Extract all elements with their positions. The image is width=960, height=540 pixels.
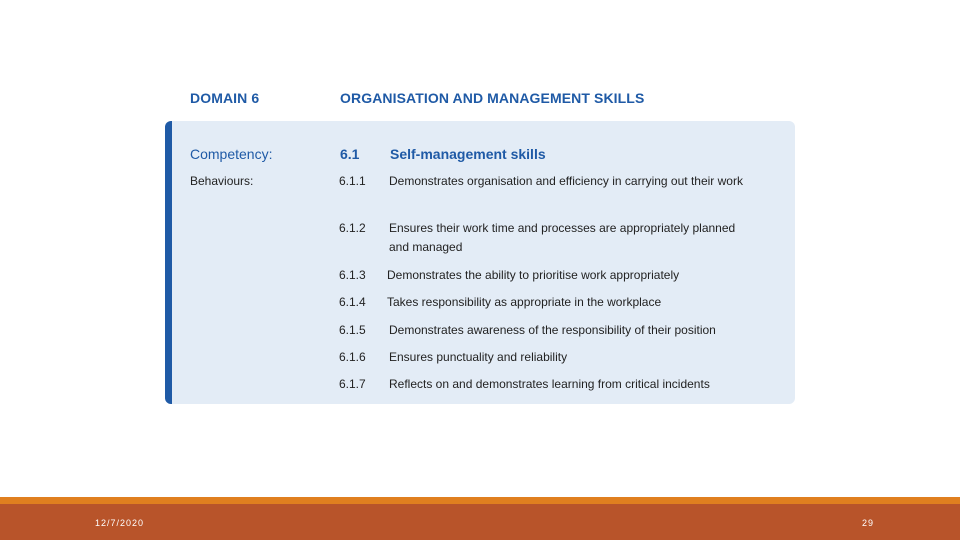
page-number: 29 (862, 518, 875, 528)
behaviour-number: 6.1.6 (339, 350, 366, 364)
behaviour-text: Ensures punctuality and reliability (389, 350, 568, 364)
competency-label: Competency: (190, 146, 273, 162)
footer-stripe (0, 497, 960, 504)
footer-date: 12/7/2020 (95, 518, 145, 528)
behaviour-text: Reflects on and demonstrates learning from critical incidents (389, 377, 710, 391)
behaviour-text: Demonstrates awareness of the responsibility of their position (389, 323, 716, 337)
behaviour-text: Demonstrates organisation and efficiency in carrying out their work (389, 174, 743, 188)
behaviour-number: 6.1.1 (339, 174, 366, 188)
behaviour-number: 6.1.7 (339, 377, 366, 391)
behaviour-number: 6.1.5 (339, 323, 366, 337)
competency-number: 6.1 (340, 146, 360, 162)
behaviours-label: Behaviours: (190, 174, 254, 188)
behaviour-number: 6.1.3 (339, 268, 366, 282)
behaviour-text: Takes responsibility as appropriate in the workplace (387, 295, 662, 309)
domain-title: ORGANISATION AND MANAGEMENT SKILLS (340, 90, 645, 106)
competency-title: Self-management skills (390, 146, 546, 162)
domain-heading: DOMAIN 6 (190, 90, 260, 106)
behaviour-number: 6.1.2 (339, 221, 366, 235)
behaviour-text: Ensures their work time and processes are appropriately planned and managed (389, 221, 736, 254)
behaviour-text: Demonstrates the ability to prioritise work appropriately (387, 268, 680, 282)
behaviour-number: 6.1.4 (339, 295, 366, 309)
